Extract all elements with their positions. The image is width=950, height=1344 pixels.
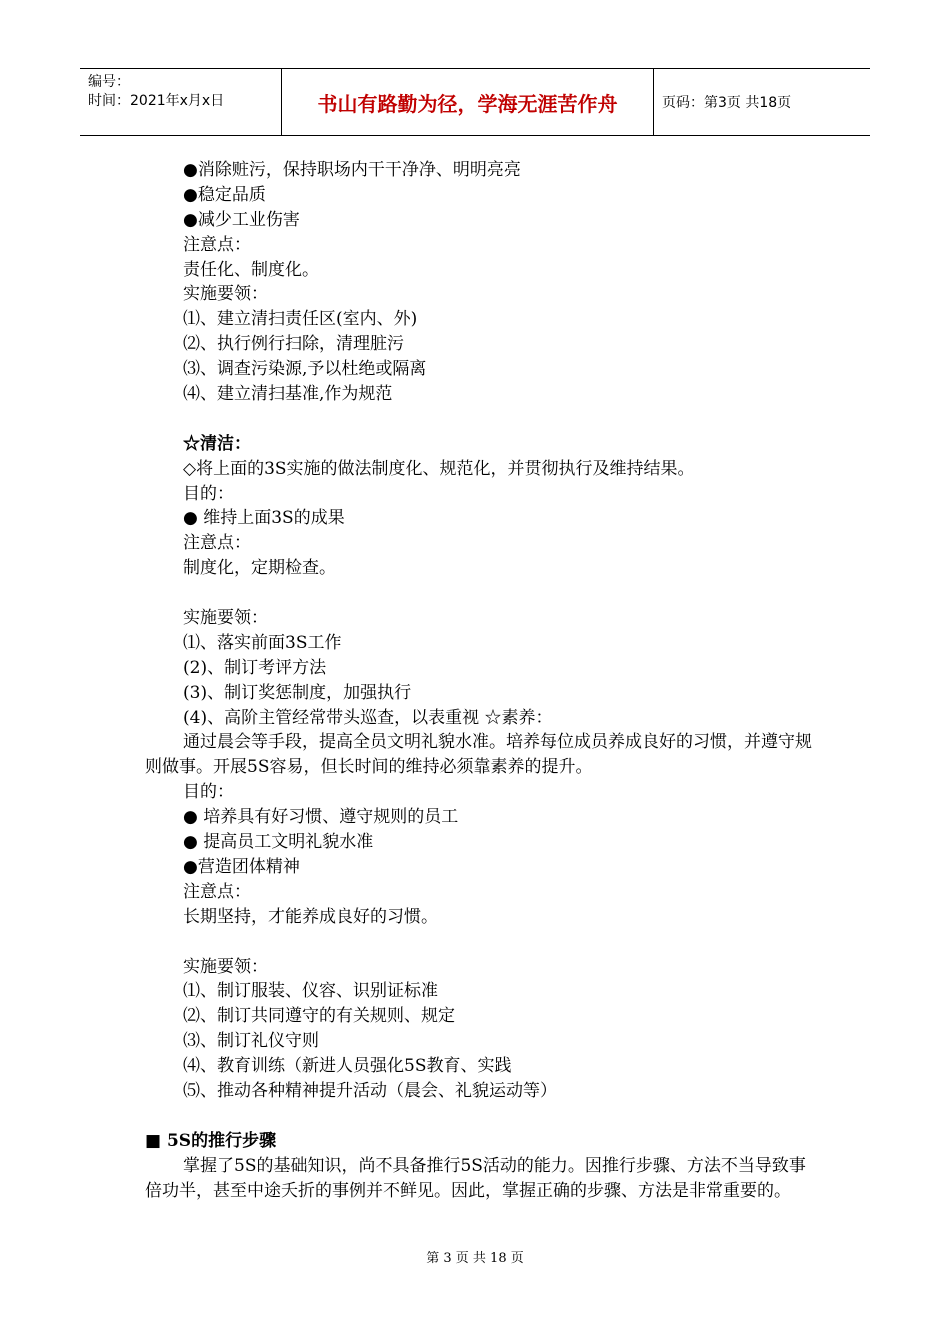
text-line: 目的： [183, 483, 234, 504]
text-line: ⑴、制订服装、仪容、识别证标准 [183, 981, 438, 1002]
text-line: ⑵、执行例行扫除，清理脏污 [183, 334, 404, 355]
text-line: ⑴、建立清扫责任区(室内、外) [183, 309, 418, 330]
doc-date: 时间：2021年x月x日 [88, 93, 225, 109]
spacer [145, 930, 817, 955]
text-line: 实施要领： [183, 284, 268, 305]
text-line: ● 提高员工文明礼貌水准 [183, 832, 374, 853]
text-line: 责任化、制度化。 [183, 259, 319, 280]
text-line: ●减少工业伤害 [183, 209, 300, 230]
text-line: ⑷、教育训练（新进人员强化5S教育、实践 [183, 1056, 512, 1077]
text-line: 制度化，定期检查。 [183, 558, 336, 579]
text-line: 目的： [183, 782, 234, 803]
text-line: ●营造团体精神 [183, 856, 300, 877]
header-meta [80, 69, 282, 135]
text-line: ●稳定品质 [183, 184, 266, 205]
text-line: (3)、制订奖惩制度，加强执行 [183, 682, 412, 703]
spacer [145, 581, 817, 606]
text-line: ●消除赃污，保持职场内干干净净、明明亮亮 [183, 160, 521, 180]
text-line: ⑵、制订共同遵守的有关规则、规定 [183, 1006, 455, 1027]
paragraph: 掌握了5S的基础知识，尚不具备推行5S活动的能力。因推行步骤、方法不当导致事倍功半，甚至中途夭折的事例并不鲜见。因此，掌握正确的步骤、方法是非常重要的。 [145, 1155, 806, 1201]
text-line: ⑶、调查污染源,予以杜绝或隔离 [183, 359, 427, 380]
text-line: ◇将上面的3S实施的做法制度化、规范化，并贯彻执行及维持结果。 [183, 458, 695, 479]
text-line: ● 培养具有好习惯、遵守规则的员工 [183, 807, 459, 828]
doc-number-label: 编号： [88, 74, 130, 90]
text-line: ● 维持上面3S的成果 [183, 508, 345, 529]
paragraph: 通过晨会等手段，提高全员文明礼貌水准。培养每位成员养成良好的习惯，并遵守规则做事。开展5S容易，但长时间的维持必须靠素养的提升。 [145, 732, 812, 778]
text-line: ⑷、建立清扫基准,作为规范 [183, 384, 393, 405]
text-line: 注意点： [183, 234, 251, 255]
header-motto: 书山有路勤为径，学海无涯苦作舟 [282, 69, 654, 135]
text-line: 注意点： [183, 881, 251, 902]
text-line: ⑴、落实前面3S工作 [183, 632, 342, 653]
text-line: 实施要领： [183, 956, 268, 977]
document-body [145, 158, 817, 1203]
section-heading-steps: ■ 5S的推行步骤 [145, 1130, 277, 1151]
text-line: 实施要领： [183, 608, 268, 629]
text-line: ⑸、推动各种精神提升活动（晨会、礼貌运动等） [183, 1080, 557, 1101]
page-header [80, 68, 870, 136]
header-page-code: 页码：第3页 共18页 [662, 95, 792, 111]
text-line: (2)、制订考评方法 [183, 657, 327, 678]
spacer [145, 1104, 817, 1129]
text-line: (4)、高阶主管经常带头巡查，以表重视 ☆素养： [183, 707, 553, 728]
text-line: 长期坚持，才能养成良好的习惯。 [183, 906, 438, 927]
spacer [145, 407, 817, 432]
text-line: 注意点： [183, 533, 251, 554]
text-line: ⑶、制订礼仪守则 [183, 1031, 319, 1052]
section-heading-cleanliness: ☆清洁： [183, 433, 251, 454]
page-footer: 第 3 页 共 18 页 [426, 1251, 524, 1266]
